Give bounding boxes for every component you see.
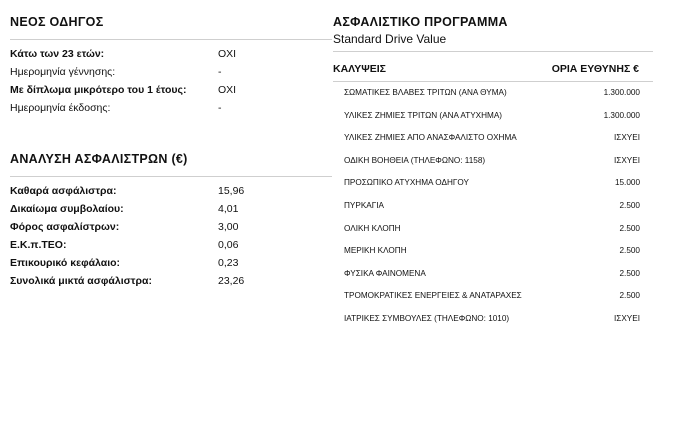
new-driver-row bbox=[10, 45, 310, 63]
right-column bbox=[333, 0, 653, 331]
coverage-limit: 2.500 bbox=[619, 291, 640, 301]
coverage-limit: 15.000 bbox=[614, 178, 640, 188]
coverage-limit: ΙΣΧΥΕΙ bbox=[614, 155, 640, 165]
coverage-row bbox=[333, 308, 653, 331]
coverage-table-header bbox=[333, 63, 653, 81]
premium-value: 23,26 bbox=[218, 275, 245, 287]
premium-row bbox=[10, 182, 310, 200]
premium-value: 0,06 bbox=[218, 239, 239, 251]
coverage-row bbox=[333, 82, 653, 105]
coverage-limit: 2.500 bbox=[619, 223, 640, 233]
premium-row bbox=[10, 200, 310, 218]
coverage-name: ΟΛΙΚΗ ΚΛΟΠΗ bbox=[344, 223, 401, 233]
premium-row bbox=[10, 254, 310, 272]
new-driver-label: Με δίπλωμα μικρότερο του 1 έτους: bbox=[10, 84, 187, 96]
premium-value: 4,01 bbox=[218, 203, 239, 215]
coverage-row bbox=[333, 263, 653, 286]
coverage-name: ΥΛΙΚΕΣ ΖΗΜΙΕΣ ΑΠΟ ΑΝΑΣΦΑΛΙΣΤΟ ΟΧΗΜΑ bbox=[344, 133, 517, 143]
coverage-row bbox=[333, 195, 653, 218]
coverage-limit: ΙΣΧΥΕΙ bbox=[614, 133, 640, 143]
new-driver-row bbox=[10, 99, 310, 117]
coverage-name: ΤΡΟΜΟΚΡΑΤΙΚΕΣ ΕΝΕΡΓΕΙΕΣ & ΑΝΑΤΑΡΑΧΕΣ bbox=[344, 291, 522, 301]
new-driver-label: Ημερομηνία έκδοσης: bbox=[10, 102, 111, 114]
coverage-row bbox=[333, 127, 653, 150]
premium-value: 15,96 bbox=[218, 185, 245, 197]
premium-value: 0,23 bbox=[218, 257, 239, 269]
coverage-name: ΠΡΟΣΩΠΙΚΟ ΑΤΥΧΗΜΑ ΟΔΗΓΟΥ bbox=[344, 178, 469, 188]
left-column bbox=[10, 0, 310, 290]
new-driver-row bbox=[10, 81, 310, 99]
coverage-limit: 1.300.000 bbox=[603, 88, 640, 97]
premium-label: Ε.Κ.π.ΤΕΟ: bbox=[10, 239, 67, 251]
premium-label: Φόρος ασφαλίστρων: bbox=[10, 221, 120, 233]
coverage-row bbox=[333, 150, 653, 173]
insurance-program-divider bbox=[333, 51, 653, 52]
coverage-row bbox=[333, 240, 653, 263]
coverage-limit: 2.500 bbox=[619, 268, 640, 278]
coverage-row bbox=[333, 172, 653, 195]
new-driver-label: Ημερομηνία γέννησης: bbox=[10, 66, 116, 78]
premium-row bbox=[10, 236, 310, 254]
coverage-limit: 1.300.000 bbox=[603, 110, 640, 120]
premium-label: Συνολικά μικτά ασφάλιστρα: bbox=[10, 275, 152, 287]
coverage-row bbox=[333, 105, 653, 128]
coverage-row bbox=[333, 285, 653, 308]
new-driver-row bbox=[10, 63, 310, 81]
coverage-limit: 2.500 bbox=[619, 246, 640, 256]
new-driver-value: ΟΧΙ bbox=[218, 48, 237, 60]
premium-analysis-divider bbox=[10, 176, 332, 177]
premium-label: Επικουρικό κεφάλαιο: bbox=[10, 257, 121, 269]
premium-analysis-list bbox=[10, 182, 310, 290]
premium-label: Καθαρά ασφάλιστρα: bbox=[10, 185, 117, 197]
coverage-name: ΥΛΙΚΕΣ ΖΗΜΙΕΣ ΤΡΙΤΩΝ (ΑΝΑ ΑΤΥΧΗΜΑ) bbox=[344, 110, 503, 120]
new-driver-list bbox=[10, 45, 310, 117]
coverage-name: ΟΔΙΚΗ ΒΟΗΘΕΙΑ (ΤΗΛΕΦΩΝΟ: 1158) bbox=[344, 155, 486, 165]
coverage-list bbox=[333, 82, 653, 331]
coverage-name: ΙΑΤΡΙΚΕΣ ΣΥΜΒΟΥΛΕΣ (ΤΗΛΕΦΩΝΟ: 1010) bbox=[344, 313, 510, 323]
coverages-column-header: ΚΑΛΥΨΕΙΣ bbox=[333, 63, 386, 75]
premium-row bbox=[10, 218, 310, 236]
premium-label: Δικαίωμα συμβολαίου: bbox=[10, 203, 124, 215]
coverage-row bbox=[333, 218, 653, 241]
coverage-limit: ΙΣΧΥΕΙ bbox=[614, 313, 640, 323]
coverage-name: ΣΩΜΑΤΙΚΕΣ ΒΛΑΒΕΣ ΤΡΙΤΩΝ (ΑΝΑ ΘΥΜΑ) bbox=[344, 88, 507, 97]
new-driver-value: ΟΧΙ bbox=[218, 84, 237, 96]
new-driver-divider bbox=[10, 39, 332, 40]
new-driver-value: - bbox=[218, 102, 222, 114]
new-driver-label: Κάτω των 23 ετών: bbox=[10, 48, 105, 60]
insurance-program-title: ΑΣΦΑΛΙΣΤΙΚΟ ΠΡΟΓΡΑΜΜΑ bbox=[333, 15, 508, 29]
new-driver-value: - bbox=[218, 66, 222, 78]
premium-value: 3,00 bbox=[218, 221, 239, 233]
coverage-name: ΜΕΡΙΚΗ ΚΛΟΠΗ bbox=[344, 246, 407, 256]
premium-row bbox=[10, 272, 310, 290]
coverage-name: ΦΥΣΙΚΑ ΦΑΙΝΟΜΕΝΑ bbox=[344, 268, 426, 278]
new-driver-title: ΝΕΟΣ ΟΔΗΓΟΣ bbox=[10, 15, 104, 29]
premium-analysis-title: ΑΝΑΛΥΣΗ ΑΣΦΑΛΙΣΤΡΩΝ (€) bbox=[10, 152, 188, 166]
insurance-program-subtitle: Standard Drive Value bbox=[333, 32, 447, 46]
limits-column-header: ΟΡΙΑ ΕΥΘΥΝΗΣ € bbox=[551, 63, 639, 75]
coverage-limit: 2.500 bbox=[619, 200, 640, 210]
coverage-name: ΠΥΡΚΑΓΙΑ bbox=[344, 200, 385, 210]
